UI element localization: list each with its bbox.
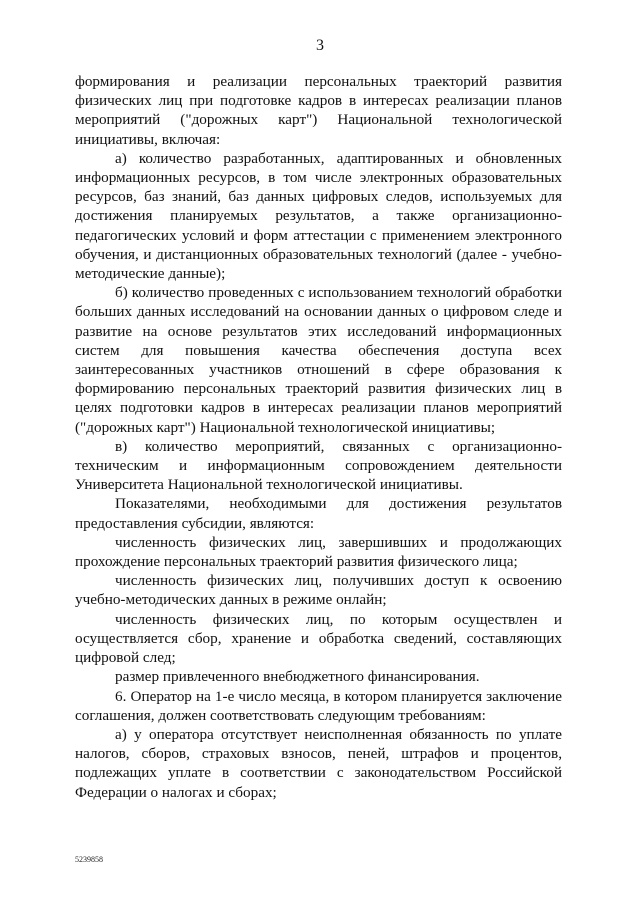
paragraph-section-6-item-a: а) у оператора отсутствует неисполненная обязанность по уплате налогов, сборов, страховых взносов, пеней, штрафов и процентов, подлежащих уплате в соответствии с законодательством Российской Федерации о налогах и сборах; (75, 725, 562, 801)
document-code: 5239858 (75, 855, 103, 864)
paragraph-intro-continuation: формирования и реализации персональных траекторий развития физических лиц при подготовке кадров в интересах реализации планов мероприятий ("дорожных карт") Национальной технологической инициативы, включая: (75, 73, 562, 148)
page-number: 3 (316, 37, 324, 54)
document-body (75, 72, 562, 802)
paragraph-section-6: 6. Оператор на 1-е число месяца, в котором планируется заключение соглашения, должен соответствовать следующим требованиям: (75, 687, 562, 724)
paragraph-item-b: б) количество проведенных с использованием технологий обработки больших данных исследований на основании данных о цифровом следе и развитие на основе результатов этих исследований информационных систем для повышения качества обеспечения доступа всех заинтересованных участников отношений в сфере образования к формированию персональных траекторий развития физических лиц в целях подготовки кадров в интересах реализации планов мероприятий ("дорожных карт") Национальной технологической инициативы; (75, 284, 562, 436)
paragraph-indicator-1: численность физических лиц, завершивших и продолжающих прохождение персональных траекторий развития физического лица; (75, 533, 562, 571)
paragraph-indicator-3: численность физических лиц, по которым осуществлен и осуществляется сбор, хранение и обработка сведений, составляющих цифровой след; (75, 610, 562, 667)
paragraph-item-v: в) количество мероприятий, связанных с организационно-техническим и информационным сопровождением деятельности Университета Национальной технологической инициативы. (75, 437, 562, 494)
paragraph-indicator-2: численность физических лиц, получивших доступ к освоению учебно-методических данных в режиме онлайн; (75, 572, 562, 609)
paragraph-item-a: а) количество разработанных, адаптированных и обновленных информационных ресурсов, в том числе электронных образовательных ресурсов, баз знаний, баз данных цифровых следов, используемых для достижения планируемых результатов, а также организационно-педагогических условий и форм аттестации с применением электронного обучения, и дистанционных образовательных технологий (далее - учебно-методические данные); (75, 149, 562, 283)
paragraph-indicator-4: размер привлеченного внебюджетного финансирования. (115, 668, 480, 686)
paragraph-indicators-intro: Показателями, необходимыми для достижения результатов предоставления субсидии, являются: (75, 495, 562, 532)
